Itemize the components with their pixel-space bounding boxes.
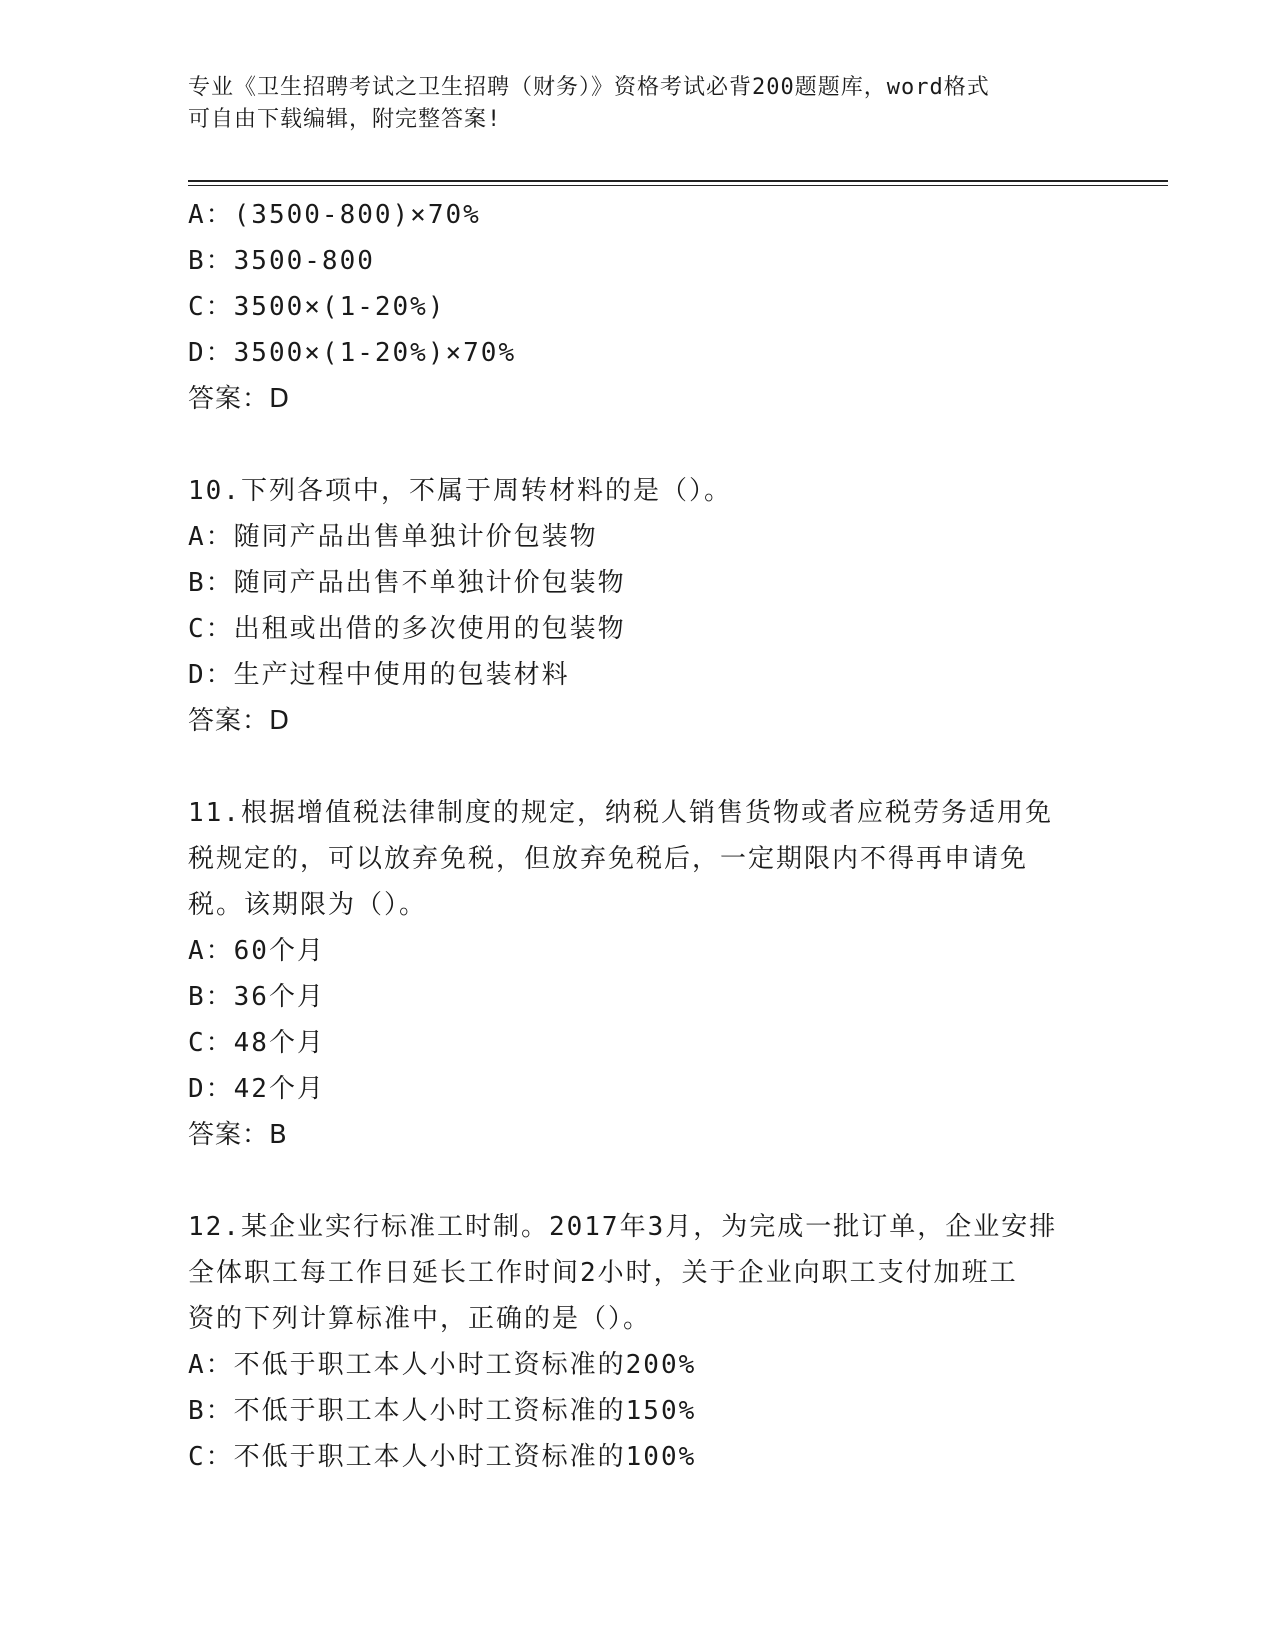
option-c: C：出租或出借的多次使用的包装物 [188, 614, 626, 644]
question-stem-line-2: 税规定的，可以放弃免税，但放弃免税后，一定期限内不得再申请免 [188, 844, 1029, 874]
answer: 答案：D [188, 706, 291, 736]
option-c: C：不低于职工本人小时工资标准的100% [188, 1442, 697, 1472]
question-stem-line-1: 12.某企业实行标准工时制。2017年3月，为完成一批订单，企业安排 [188, 1212, 1058, 1242]
option-a: A：60个月 [188, 936, 325, 966]
page-header [188, 72, 1088, 136]
question-content [188, 192, 1088, 1480]
option-b: B：不低于职工本人小时工资标准的150% [188, 1396, 697, 1426]
option-d: D：生产过程中使用的包装材料 [188, 660, 570, 690]
question-stem-line-1: 11.根据增值税法律制度的规定，纳税人销售货物或者应税劳务适用免 [188, 798, 1053, 828]
header-divider [188, 180, 1168, 186]
header-title-line-2: 可自由下载编辑，附完整答案! [188, 107, 502, 132]
option-d: D：42个月 [188, 1074, 325, 1104]
option-b: B：3500-800 [188, 246, 375, 276]
option-c: C：3500×(1-20%) [188, 292, 446, 322]
option-a: A：随同产品出售单独计价包装物 [188, 522, 598, 552]
answer: 答案：D [188, 384, 291, 414]
header-title-line-1: 专业《卫生招聘考试之卫生招聘（财务）》资格考试必背200题题库，word格式 [188, 75, 990, 100]
spacer [188, 1158, 1088, 1204]
option-c: C：48个月 [188, 1028, 325, 1058]
option-d: D：3500×(1-20%)×70% [188, 338, 517, 368]
question-stem-line-3: 资的下列计算标准中，正确的是（）。 [188, 1304, 652, 1334]
spacer [188, 744, 1088, 790]
option-b: B：36个月 [188, 982, 325, 1012]
question-stem-line-2: 全体职工每工作日延长工作时间2小时，关于企业向职工支付加班工 [188, 1258, 1018, 1288]
question-stem: 10.下列各项中，不属于周转材料的是（）。 [188, 476, 732, 506]
question-stem-line-3: 税。该期限为（）。 [188, 890, 428, 920]
spacer [188, 422, 1088, 468]
question-9 [188, 192, 1088, 422]
question-11 [188, 790, 1088, 1158]
question-10 [188, 468, 1088, 744]
option-a: A：不低于职工本人小时工资标准的200% [188, 1350, 697, 1380]
option-a: A：(3500-800)×70% [188, 200, 481, 230]
question-12 [188, 1204, 1088, 1480]
answer: 答案：B [188, 1120, 288, 1150]
option-b: B：随同产品出售不单独计价包装物 [188, 568, 626, 598]
